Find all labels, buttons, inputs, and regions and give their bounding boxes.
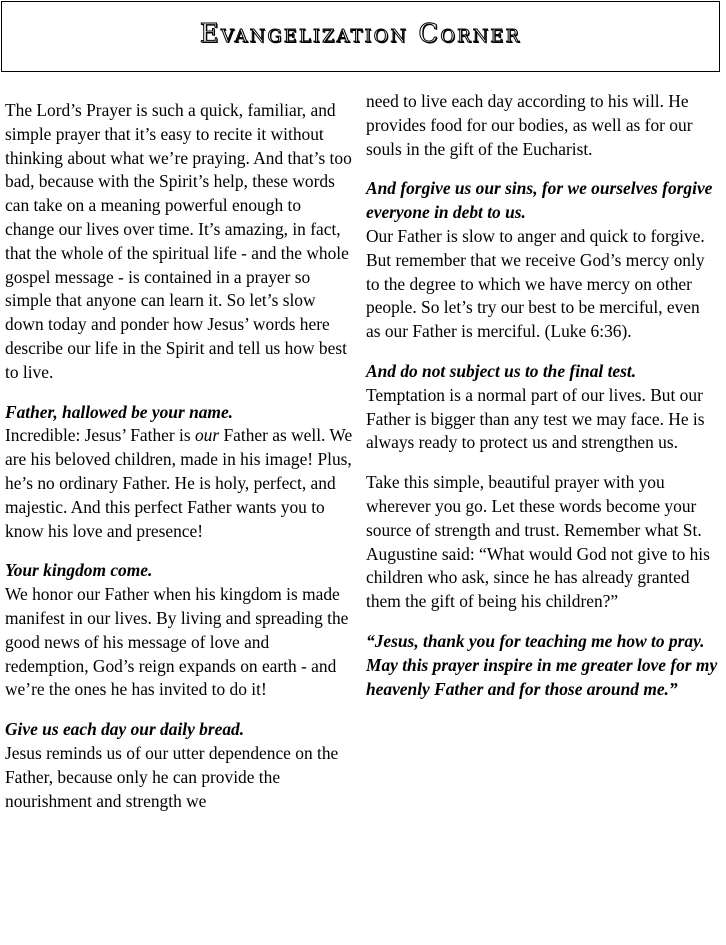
section-daily-bread (5, 718, 353, 813)
emphasis-our: our (194, 425, 220, 446)
section-final-test (366, 360, 718, 455)
section-forgive (366, 177, 718, 344)
section-heading: Give us each day our daily bread. (5, 719, 245, 740)
continued-paragraph: need to live each day according to his will. He provides food for our bodies, as well as for our souls in the gift of the Eucharist. (366, 91, 693, 159)
page-title: Evangelization Corner (199, 19, 522, 49)
section-kingdom (5, 559, 353, 702)
right-column (366, 90, 718, 717)
section-heading: And do not subject us to the final test. (366, 360, 637, 381)
section-heading: Father, hallowed be your name. (5, 401, 234, 422)
left-column (5, 99, 353, 829)
section-body-part: Father as well. We are his beloved children, made in his image! Plus, he’s no ordinary Father. He is holy, perfect, and majestic. And this perfect Father wants you to know his love and presence! (5, 425, 353, 541)
section-body: Jesus reminds us of our utter dependence on the Father, because only he can provide the nourishment and strength we (5, 742, 339, 811)
section-body: Our Father is slow to anger and quick to forgive. But remember that we receive God’s mercy only to the degree to which we have mercy on other people. So let’s try our best to be merciful, even as our Father is merciful. (Luke 6:36). (366, 225, 705, 342)
final-prayer: “Jesus, thank you for teaching me how to pray. May this prayer inspire in me greater love for my heavenly Father and for those around me.” (366, 630, 718, 699)
section-body: Temptation is a normal part of our lives. But our Father is bigger than any test we may face. He is always ready to protect us and strengthen us. (366, 384, 705, 453)
section-body-part: Incredible: Jesus’ Father is (5, 425, 195, 446)
section-heading: And forgive us our sins, for we ourselves forgive everyone in debt to us. (366, 178, 713, 223)
intro-paragraph: The Lord’s Prayer is such a quick, familiar, and simple prayer that it’s easy to recite it without thinking about what we’re praying. And that’s too bad, because with the Spirit’s help, these words can take on a meaning powerful enough to change our lives over time. It’s amazing, in fact, that the whole of the spiritual life - and the whole gospel message - is contained in a prayer so simple that anyone can learn it. So let’s slow down today and ponder how Jesus’ words here describe our life in the Spirit and tell us how best to live. (5, 100, 352, 382)
closing-paragraph: Take this simple, beautiful prayer with you wherever you go. Let these words become your source of strength and trust. Remember what St. Augustine said: “What would God not give to his children who ask, since he has already granted them the gift of being his children?” (366, 472, 710, 612)
header-box (1, 1, 720, 72)
section-hallowed (5, 401, 353, 544)
section-heading: Your kingdom come. (5, 560, 153, 581)
section-body: We honor our Father when his kingdom is made manifest in our lives. By living and spreading the good news of his message of love and redemption, God’s reign expands on earth - and we’re the ones he has invited to do it! (5, 584, 349, 700)
